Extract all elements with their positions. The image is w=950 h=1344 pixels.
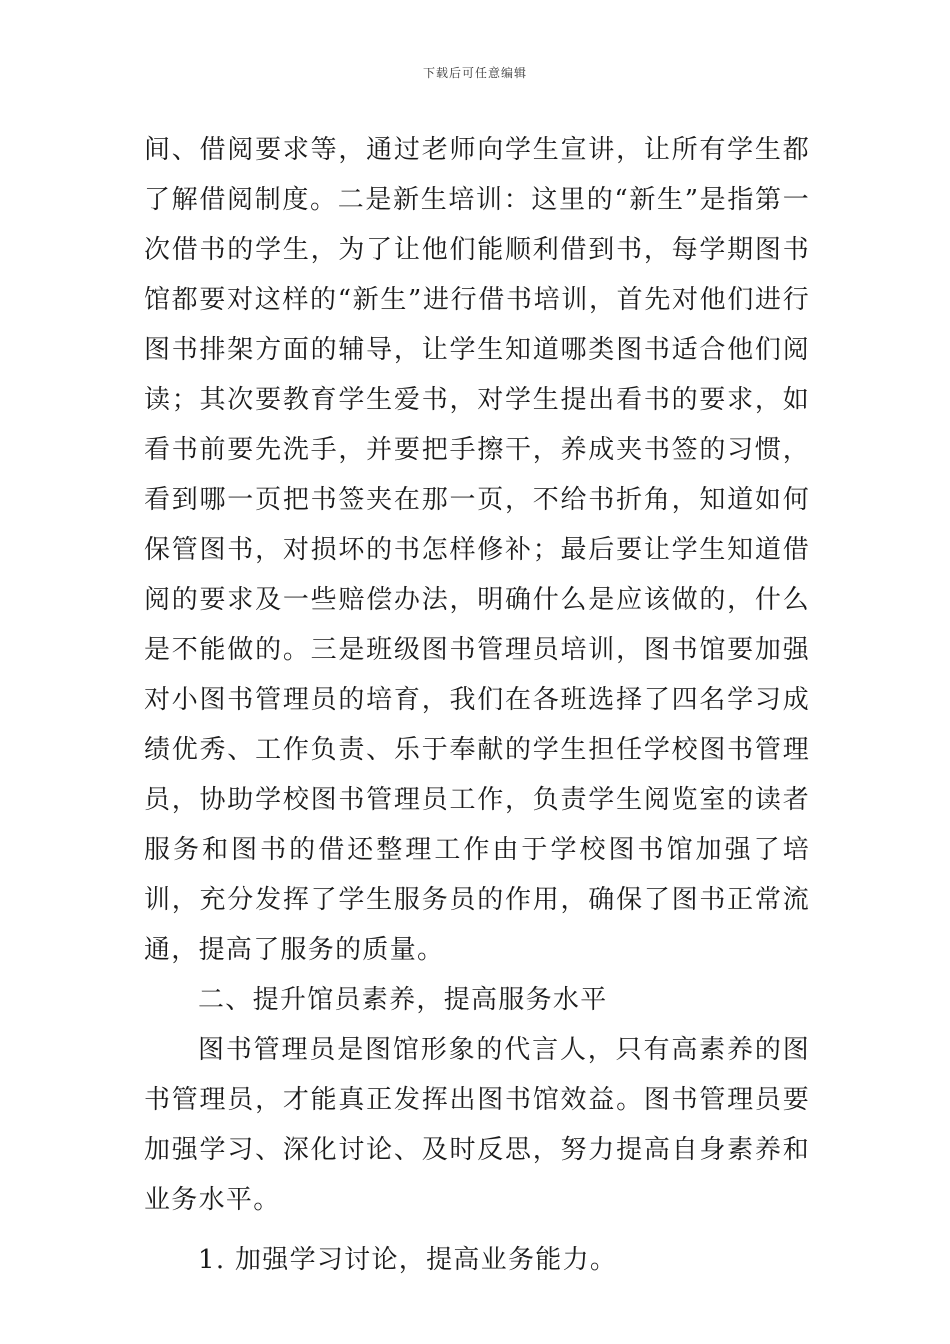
document-body xyxy=(144,125,810,1285)
body-paragraph: 图书管理员是图馆形象的代言人，只有高素养的图书管理员，才能真正发挥出图书馆效益。图书管理员要加强学习、深化讨论、及时反思，努力提高自身素养和业务水平。 xyxy=(144,1035,810,1215)
page-header: 下载后可任意编辑 xyxy=(422,66,527,80)
section-heading: 二、提升馆员素养，提高服务水平 xyxy=(198,985,608,1015)
list-item: 1. 加强学习讨论，提高业务能力。 xyxy=(198,1245,618,1275)
body-paragraph: 间、借阅要求等，通过老师向学生宣讲，让所有学生都了解借阅制度。二是新生培训：这里的“新生”是指第一次借书的学生，为了让他们能顺利借到书，每学期图书馆都要对这样的“新生”进行借书培训，首先对他们进行图书排架方面的辅导，让学生知道哪类图书适合他们阅读；其次要教育学生爱书，对学生提出看书的要求，如看书前要先洗手，并要把手擦干，养成夹书签的习惯，看到哪一页把书签夹在那一页，不给书折角，知道如何保管图书，对损坏的书怎样修补；最后要让学生知道借阅的要求及一些赔偿办法，明确什么是应该做的，什么是不能做的。三是班级图书管理员培训，图书馆要加强对小图书管理员的培育，我们在各班选择了四名学习成绩优秀、工作负责、乐于奉献的学生担任学校图书管理员，协助学校图书管理员工作，负责学生阅览室的读者服务和图书的借还整理工作由于学校图书馆加强了培训，充分发挥了学生服务员的作用，确保了图书正常流通，提高了服务的质量。 xyxy=(144,135,810,965)
